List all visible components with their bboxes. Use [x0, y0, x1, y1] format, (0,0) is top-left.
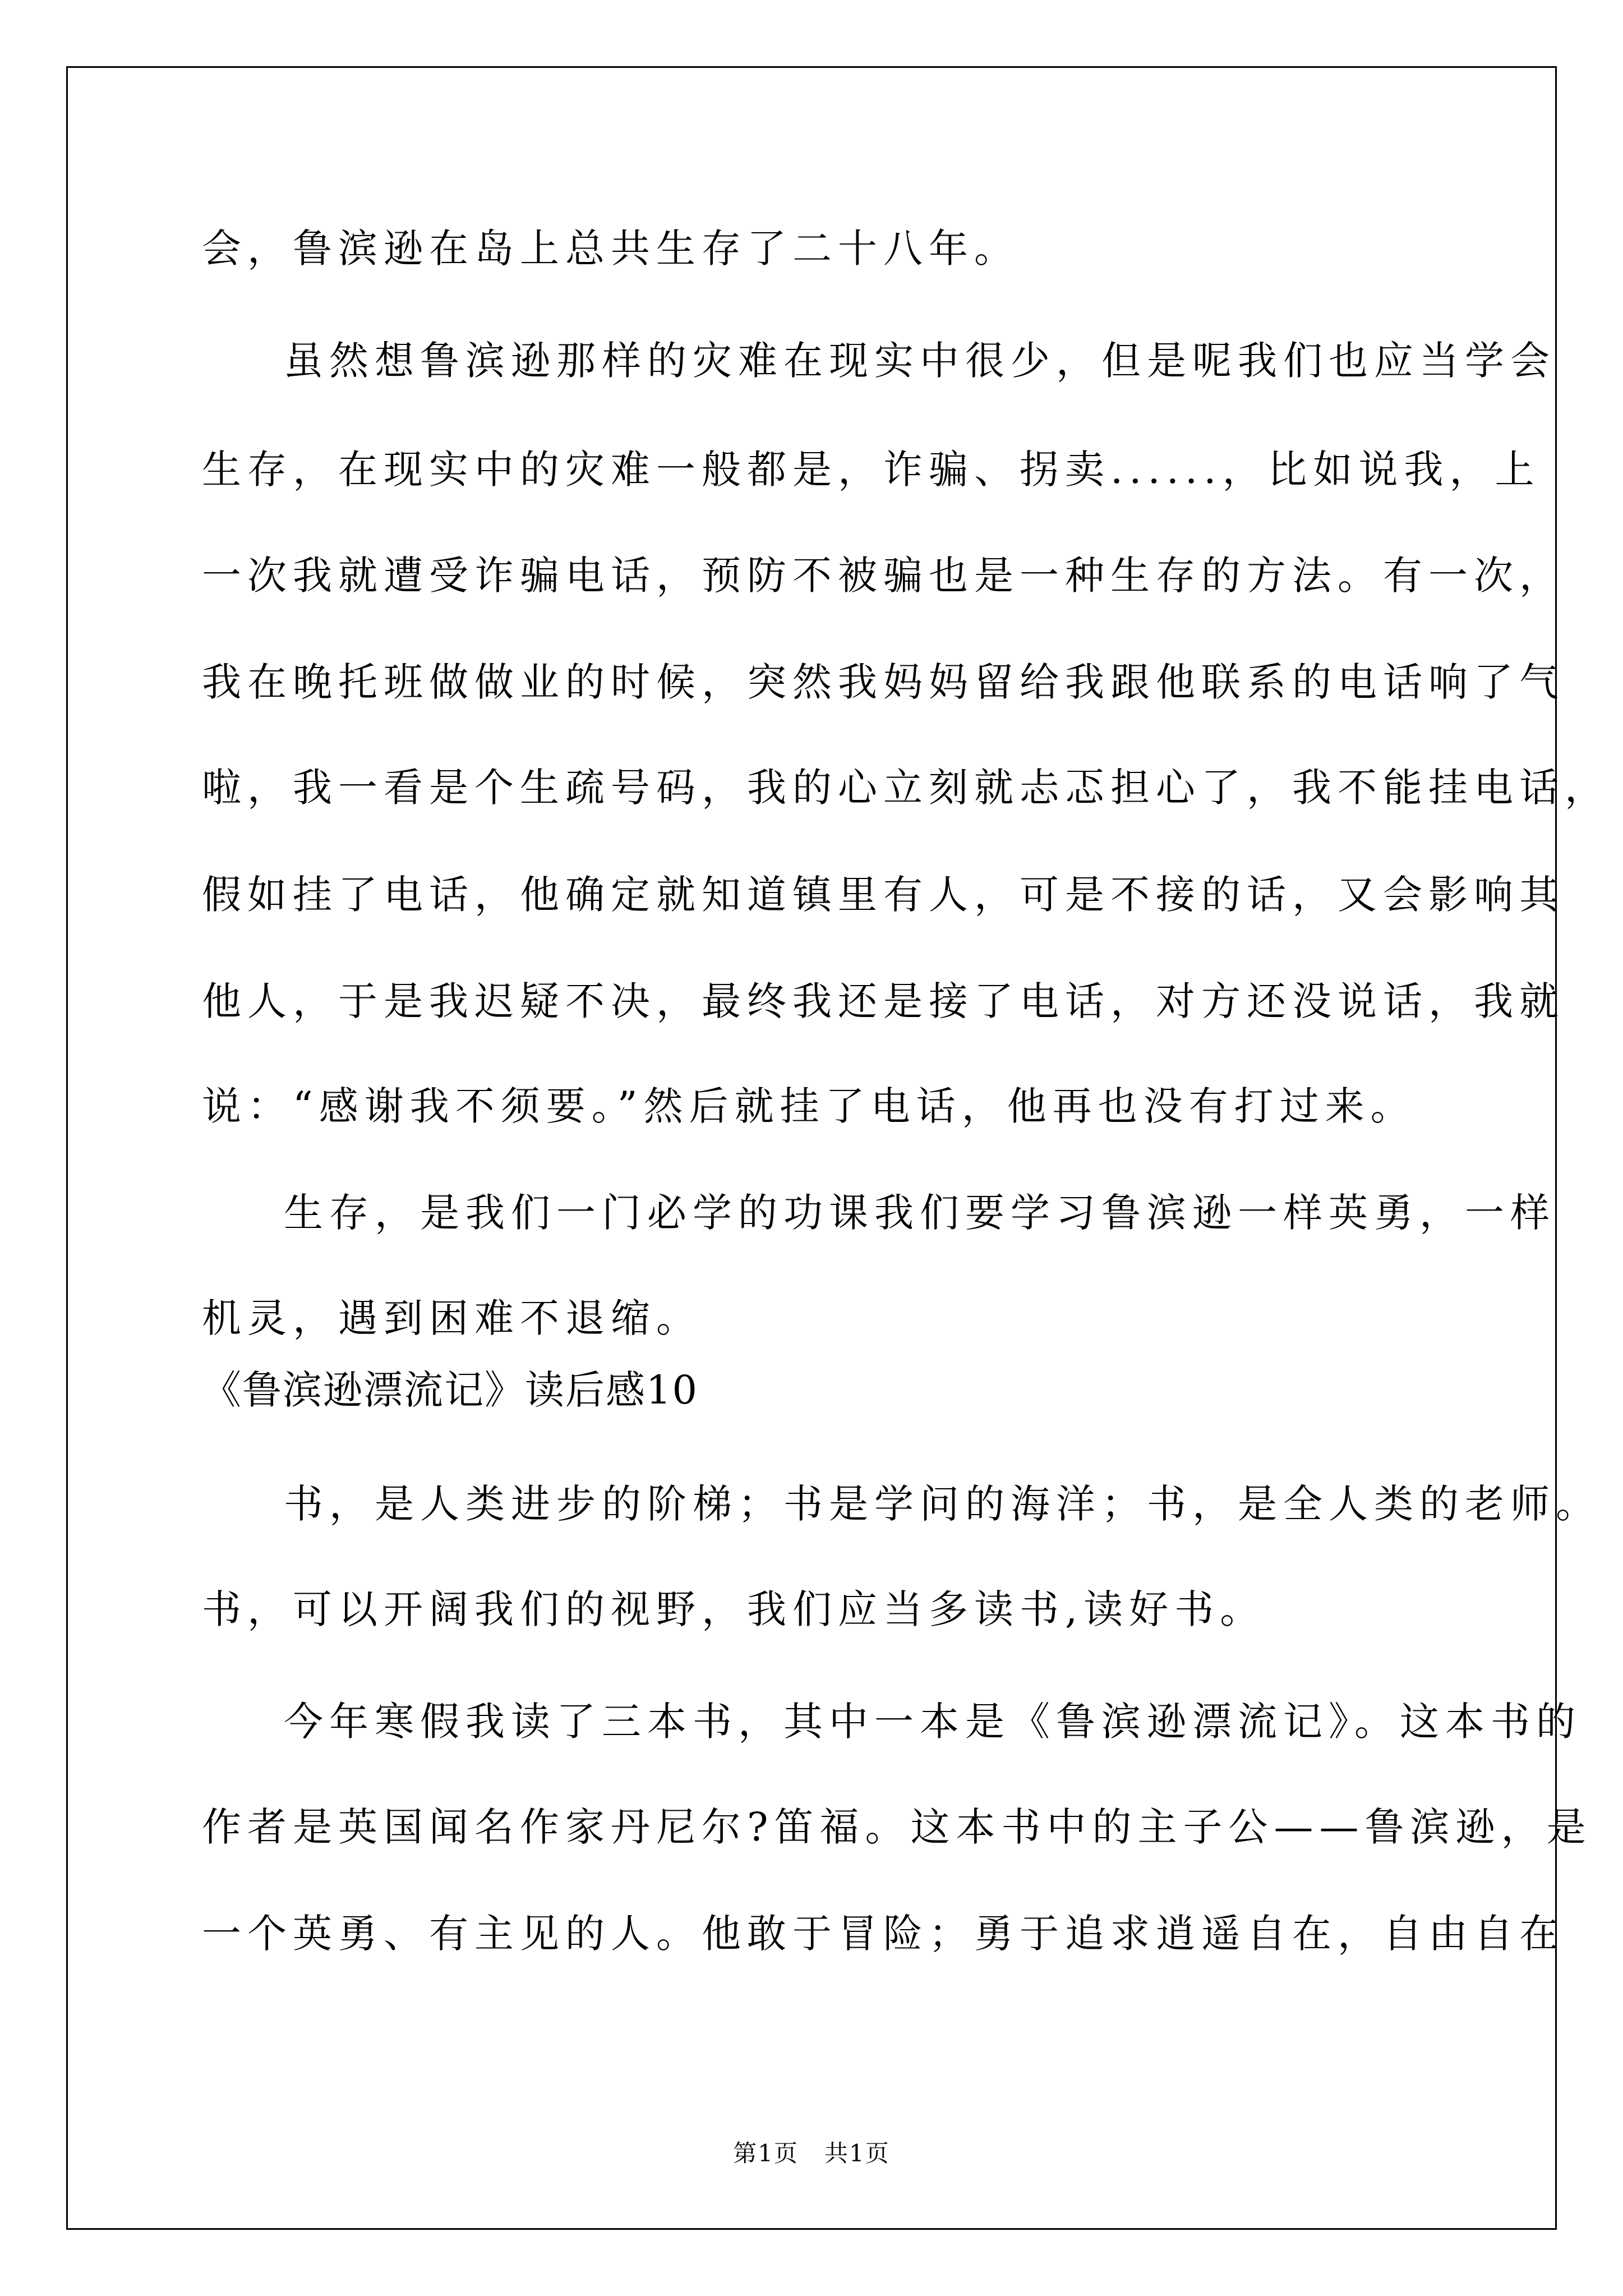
text-line: 一个英勇、有主见的人。他敢于冒险；勇于追求逍遥自在，自由自在	[202, 1911, 1565, 1957]
text-line: 会，鲁滨逊在岛上总共生存了二十八年。	[202, 226, 1020, 272]
paragraph-start-line: 生存，是我们一门必学的功课我们要学习鲁滨逊一样英勇，一样	[284, 1190, 1556, 1236]
text-line: 书，可以开阔我们的视野，我们应当多读书,读好书。	[202, 1586, 1266, 1632]
text-line: 生存，在现实中的灾难一般都是，诈骗、拐卖......，比如说我，上	[202, 447, 1541, 493]
page-border	[66, 66, 1557, 2230]
text-line: 啦，我一看是个生疏号码，我的心立刻就忐忑担心了，我不能挂电话，	[202, 765, 1610, 811]
text-line: 假如挂了电话，他确定就知道镇里有人，可是不接的话，又会影响其	[202, 872, 1565, 918]
section-heading: 《鲁滨逊漂流记》读后感10	[202, 1367, 699, 1413]
text-line: 作者是英国闻名作家丹尼尔?笛福。这本书中的主子公——鲁滨逊，是	[202, 1804, 1592, 1850]
paragraph-start-line: 今年寒假我读了三本书，其中一本是《鲁滨逊漂流记》。这本书的	[284, 1699, 1581, 1745]
paragraph-start-line: 虽然想鲁滨逊那样的灾难在现实中很少，但是呢我们也应当学会	[284, 338, 1556, 384]
text-line: 一次我就遭受诈骗电话，预防不被骗也是一种生存的方法。有一次，	[202, 553, 1565, 599]
page-footer: 第1页 共1页	[733, 2139, 890, 2167]
text-line: 我在晚托班做做业的时候，突然我妈妈留给我跟他联系的电话响了气	[202, 659, 1565, 705]
text-line: 他人，于是我迟疑不决，最终我还是接了电话，对方还没说话，我就	[202, 978, 1565, 1024]
paragraph-start-line: 书，是人类进步的阶梯；书是学问的海洋；书，是全人类的老师。	[284, 1481, 1601, 1527]
text-line: 说：“感谢我不须要。”然后就挂了电话，他再也没有打过来。	[202, 1083, 1416, 1129]
text-line: 机灵，遇到困难不退缩。	[202, 1295, 702, 1341]
